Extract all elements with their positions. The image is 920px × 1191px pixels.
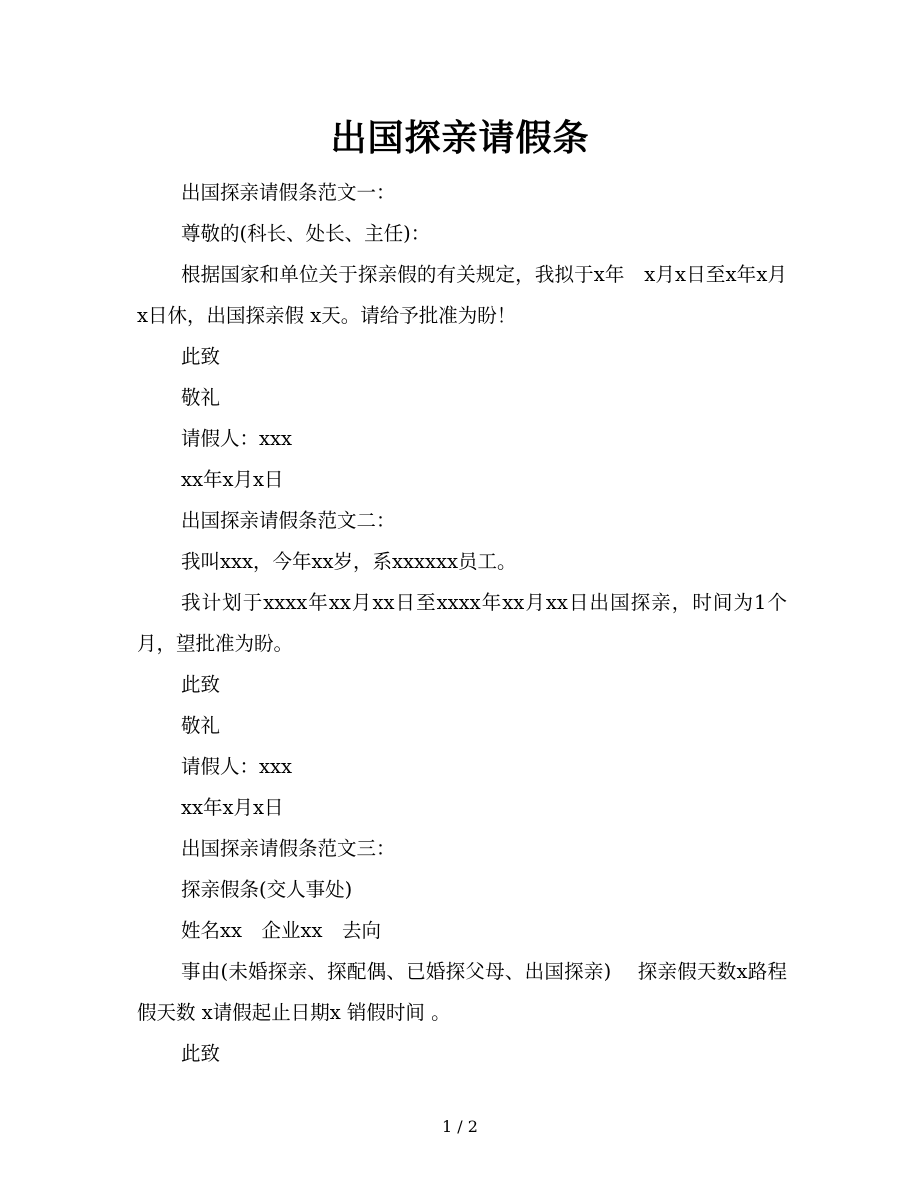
section-heading-sample-one: 出国探亲请假条范文一： <box>181 181 396 204</box>
plan-paragraph: 我计划于xxxx年xx月xx日至xxxx年xx月xx日出国探亲，时间为1个月，望批准为盼。 <box>137 591 787 655</box>
closing-cizhi: 此致 <box>181 1042 221 1065</box>
reason-paragraph: 事由(未婚探亲、探配偶、已婚探父母、出国探亲) 探亲假天数x路程假天数 x请假起止日期x 销假时间 。 <box>137 960 787 1024</box>
section-heading-sample-two: 出国探亲请假条范文二： <box>181 509 396 532</box>
form-heading: 探亲假条(交人事处) <box>181 878 353 901</box>
page-number: 1 / 2 <box>442 1117 478 1136</box>
section-heading-sample-three: 出国探亲请假条范文三： <box>181 837 396 860</box>
closing-cizhi: 此致 <box>181 345 221 368</box>
applicant-line: 请假人：xxx <box>181 427 292 450</box>
applicant-line: 请假人：xxx <box>181 755 292 778</box>
form-fields-line: 姓名xx 企业xx 去向 <box>181 919 381 942</box>
document-body <box>137 172 787 1074</box>
closing-jingli: 敬礼 <box>181 714 221 737</box>
closing-cizhi: 此致 <box>181 673 221 696</box>
request-paragraph: 根据国家和单位关于探亲假的有关规定，我拟于x年 x月x日至x年x月x日休，出国探亲假 x天。请给予批准为盼！ <box>137 263 787 327</box>
intro-paragraph: 我叫xxx，今年xx岁，系xxxxxx员工。 <box>181 550 517 573</box>
date-line: xx年x月x日 <box>181 796 284 819</box>
salutation: 尊敬的(科长、处长、主任)： <box>181 222 431 245</box>
closing-jingli: 敬礼 <box>181 386 221 409</box>
document-title: 出国探亲请假条 <box>330 117 590 159</box>
date-line: xx年x月x日 <box>181 468 284 491</box>
